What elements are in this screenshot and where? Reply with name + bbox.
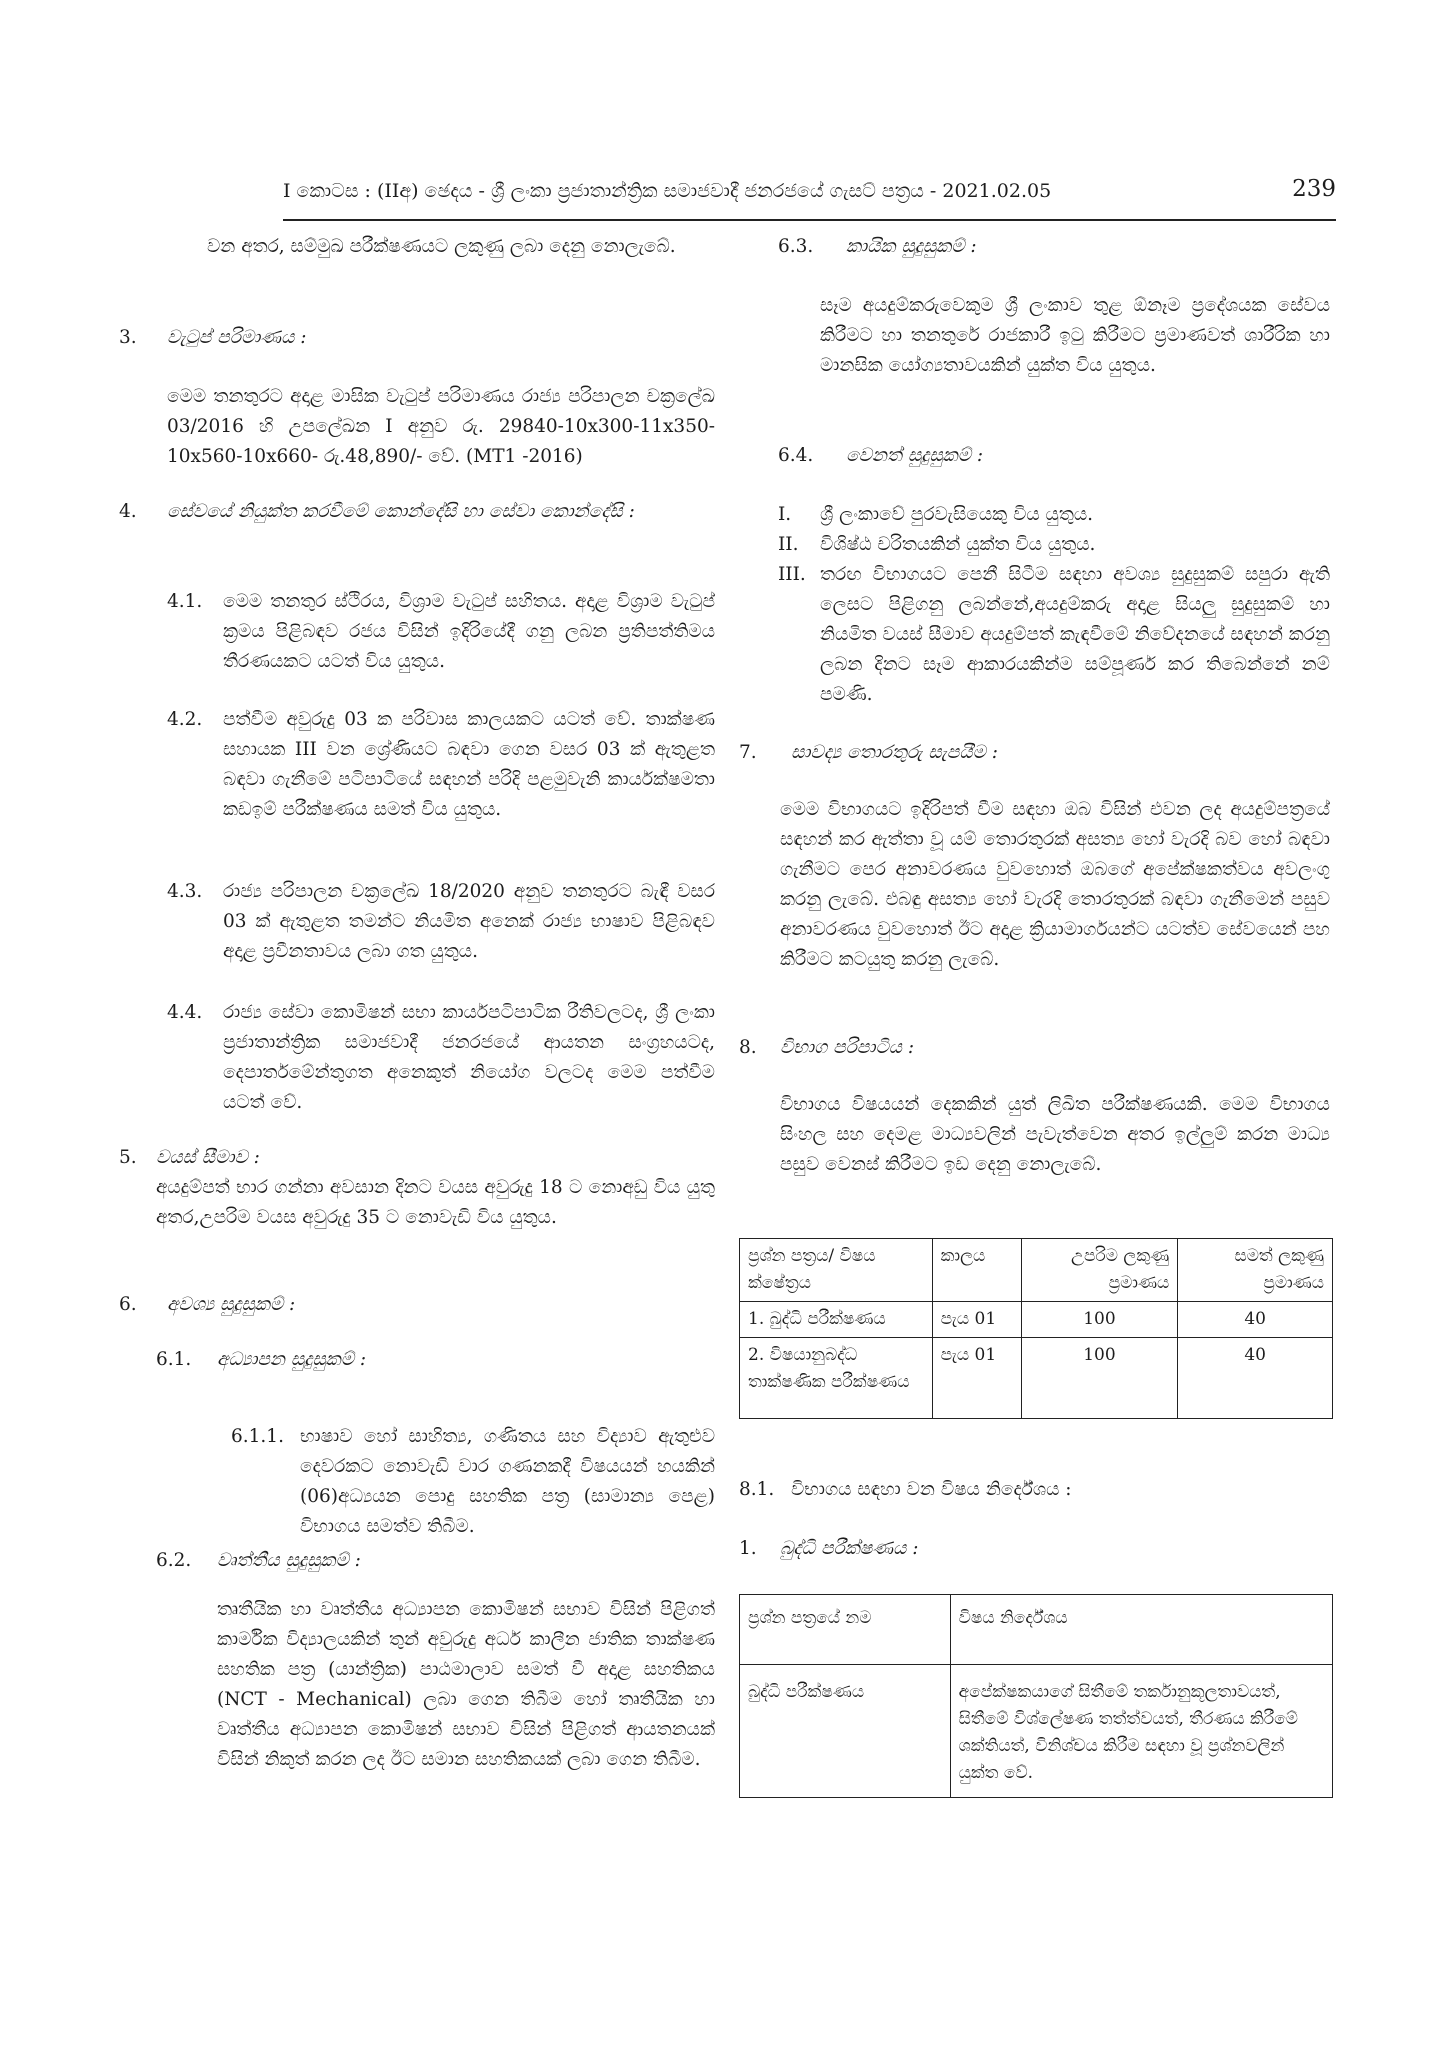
pass-marks-cell: 40	[1178, 1338, 1333, 1419]
subject-cell: 2. විෂයානුබද්ධ තාක්ෂණික පරීක්ෂණය	[740, 1338, 933, 1419]
section-3-heading: වැටුප් පරිමාණය :	[167, 327, 307, 348]
section-8-text: විභාගය විෂයයන් දෙකකින් යුත් ලිඛිත පරීක්ෂණයකි. මෙම විභාගය සිංහල සහ දෙමළ මාධ්‍යවලින් පැවැත්වෙන අතර ඉල්ලුම් කරන මාධ්‍ය පසුව වෙනස් කිරීමට ඉඩ දෙනු නොලැබේ.	[780, 1094, 1330, 1175]
section-5-heading: වයස් සීමාව :	[156, 1147, 260, 1168]
section-4-3-number: 4.3.	[167, 881, 203, 902]
header-cell: ප්‍රශ්න පත්‍රයේ නම	[740, 1595, 951, 1665]
section-8-1-number: 8.1.	[739, 1479, 775, 1500]
section-6-3-number: 6.3.	[778, 236, 814, 257]
section-6-4-heading: වෙනත් සුදුසුකම් :	[846, 445, 984, 466]
section-7-text: මෙම විභාගයට ඉදිරිපත් වීම සඳහා ඔබ විසින් එවන ලද අයදුම්පත්‍රයේ සඳහන් කර ඇත්තා වූ යම් තොරතුරක් අසත්‍ය හෝ වැරදි බව හෝ බඳවා ගැනීමට පෙර අනාවරණය වුවහොත් ඔබගේ අපේක්ෂකත්වය අවලංගු කරනු ලැබේ. එබඳු අසත්‍ය හෝ වැරදි තොරතුරක් බඳවා ගැනීමෙන් පසුව අනාවරණය වුවහොත් ඊට අදාළ ක්‍රියාමාර්ගයන්ට යටත්ව සේවයෙන් පහ කිරීමට කටයුතු කරනු ලැබේ.	[780, 799, 1330, 970]
section-5-body: අයදුම්පත් භාර ගන්නා අවසාන දිනට වයස අවුරුදු 18 ට නොඅඩු විය යුතු අතර,උපරිම වයස අවුරුදු 35 ට නොවැඩි විය යුතුය.	[156, 1177, 715, 1228]
section-8-number: 8.	[739, 1037, 757, 1058]
table-row	[740, 1338, 1333, 1419]
section-6-1-number: 6.1.	[156, 1349, 192, 1370]
subsection-1-number: 1.	[739, 1538, 757, 1559]
section-4-4-text: රාජ්‍ය සේවා කොමිෂන් සභා කාර්යපටිපාටික රීතිවලටද, ශ්‍රී ලංකා ප්‍රජාතාන්ත්‍රික සමාජවාදී ජනරජයේ ආයතන සංග්‍රහයටද, දෙපාර්තමේන්තුගත අනෙකුත් නියෝග වලටද මෙම පත්වීම යටත් වේ.	[223, 1002, 715, 1113]
section-4-3-text: රාජ්‍ය පරිපාලන චක්‍රලේඛ 18/2020 අනුව තනතුරට බැඳී වසර 03 ක් ඇතුළත තමන්ට නියමිත අනෙක් රාජ්‍ය භාෂාව පිළිබඳව අදාළ ප්‍රවීනතාවය ලබා ගත යුතුය.	[223, 881, 715, 962]
section-4-heading: සේවයේ නියුක්ත කරවීමේ කොන්දේසි හා සේවා කොන්දේසි :	[167, 501, 635, 522]
section-6-1-1-number: 6.1.1.	[231, 1426, 284, 1447]
page-header	[283, 176, 1336, 212]
section-4-1-number: 4.1.	[167, 591, 203, 612]
item-II-text: විශිෂ්ඨ චරිතයකින් යුක්ත විය යුතුය.	[820, 534, 1096, 555]
time-cell: පැය 01	[932, 1302, 1021, 1338]
page-number: 239	[1292, 176, 1336, 202]
section-6-2-text: තෘතීයික හා වෘත්තීය අධ්‍යාපන කොමිෂන් සභාව විසින් පිළිගත් කාර්මික විද්‍යාලයකින් තුන් අවුරුදු අර්ධ කාලීන ජාතික තාක්ෂණ සහතික පත්‍ර (යාන්ත්‍රික) පාඨමාලාව සමත් වී අදාළ සහතිකය (NCT - Mechanical) ලබා ගෙන තිබීම හෝ තෘතීයික හා වෘත්තීය අධ්‍යාපන කොමිෂන් සභාව විසින් පිළිගත් ආයතනයක් විසින් නිකුත් කරන ලද ඊට සමාන සහතිකයක් ලබා ගෙන තිබීම.	[217, 1599, 715, 1770]
item-II-number: II.	[778, 534, 799, 555]
gazette-header-title: I කොටස : (IIඅ) ඡෙදය - ශ්‍රී ලංකා ප්‍රජාතාන්ත්‍රික සමාජවාදී ජනරජයේ ගැසට් පත්‍රය - 2021.02.05	[283, 180, 1052, 202]
section-4-4-number: 4.4.	[167, 1002, 203, 1023]
section-8-1-heading: විභාගය සඳහා වන විෂය නිර්දේශය :	[791, 1479, 1072, 1500]
subsection-1-heading: බුද්ධි පරීක්ෂණය :	[780, 1538, 919, 1559]
table-row	[740, 1302, 1333, 1338]
section-4-number: 4.	[119, 501, 137, 522]
section-6-heading: අවශ්‍ය සුදුසුකම් :	[167, 1294, 296, 1315]
pass-marks-cell: 40	[1178, 1302, 1333, 1338]
header-cell: සමත් ලකුණු ප්‍රමාණය	[1178, 1239, 1333, 1302]
section-7-heading: සාවද්‍ය තොරතුරු සැපයීම :	[791, 742, 998, 763]
header-cell: විෂය නිර්දේශය	[950, 1595, 1332, 1665]
section-6-1-1-text: භාෂාව හෝ සාහිත්‍ය, ගණිතය සහ විද්‍යාව ඇතුළුව දෙවරකට නොවැඩි වාර ගණනකදී විෂයයන් හයකින් (06)අධ්‍යයන පොදු සහතික පත්‍ර (සාමාන්‍ය පෙළ) විභාගය සමත්ව තිබීම.	[300, 1426, 715, 1537]
header-cell: උපරිම ලකුණු ප්‍රමාණය	[1021, 1239, 1178, 1302]
max-marks-cell: 100	[1021, 1302, 1178, 1338]
left-intro-text: වන අතර, සම්මුඛ පරීක්ෂණයට ලකුණු ලබා දෙනු නොලැබේ.	[207, 236, 676, 257]
paper-name-cell: බුද්ධි පරීක්ෂණය	[740, 1665, 951, 1798]
section-6-3-text: සෑම අයදුම්කරුවෙකුම ශ්‍රී ලංකාව තුළ ඕනෑම ප්‍රදේශයක සේවය කිරීමට හා තනතුරේ රාජකාරී ඉටු කිරීමට ප්‍රමාණවත් ශාරීරික හා මානසික යෝග්‍යතාවයකින් යුක්ත විය යුතුය.	[820, 295, 1330, 376]
section-6-2-number: 6.2.	[156, 1550, 192, 1571]
max-marks-cell: 100	[1021, 1338, 1178, 1419]
section-7-number: 7.	[739, 742, 757, 763]
item-I-number: I.	[778, 504, 792, 525]
table-row	[740, 1665, 1333, 1798]
section-5-number: 5.	[119, 1147, 137, 1168]
section-6-3-heading: කායික සුදුසුකම් :	[846, 236, 977, 257]
section-6-number: 6.	[119, 1294, 137, 1315]
section-8-heading: විභාග පරිපාටිය :	[780, 1037, 915, 1058]
header-cell: කාලය	[932, 1239, 1021, 1302]
table-header-row	[740, 1239, 1333, 1302]
section-3-number: 3.	[119, 327, 137, 348]
time-cell: පැය 01	[932, 1338, 1021, 1419]
item-I-text: ශ්‍රී ලංකාවේ පුරවැසියෙකු විය යුතුය.	[820, 504, 1094, 525]
header-divider	[283, 219, 1336, 221]
item-III-text: තරඟ විභාගයට පෙනී සිටීම සඳහා අවශ්‍ය සුදුසුකම් සපුරා ඇති ලෙසට පිළිගනු ලබන්නේ,අයදුම්කරු අදාළ සියලු සුදුසුකම් හා නියමිත වයස් සීමාව අයදුම්පත් කැඳවීමේ නිවේදනයේ සඳහන් කරනු ලබන දිනට සෑම ආකාරයකින්ම සම්පූර්ණ කර තිබෙන්නේ නම් පමණි.	[820, 564, 1330, 705]
syllabus-desc-cell: අපේක්ෂකයාගේ සිතීමේ තර්කානුකූලතාවයත්, සිතීමේ විශ්ලේෂණ තත්ත්වයත්, තීරණය කිරීමේ ශක්තියත්, විනිශ්චය කිරීම සඳහා වූ ප්‍රශ්නවලින් යුක්ත වේ.	[950, 1665, 1332, 1798]
section-3-body: මෙම තනතුරට අදාළ මාසික වැටුප් පරිමාණය රාජ්‍ය පරිපාලන චක්‍රලේඛ 03/2016 හි උපලේඛන I අනුව රු. 29840-10x300-11x350-10x560-10x660- රු.48,890/- වේ. (MT1 -2016)	[167, 386, 715, 467]
subject-cell: 1. බුද්ධි පරීක්ෂණය	[740, 1302, 933, 1338]
item-III-number: III.	[778, 564, 806, 585]
section-4-1-text: මෙම තනතුර ස්ථිරය, විශ්‍රාම වැටුප් සහිතය. අදාළ විශ්‍රාම වැටුප් ක්‍රමය පිළිබඳව රජය විසින් ඉදිරියේදී ගනු ලබන ප්‍රතිපත්තිමය තීරණයකට යටත් විය යුතුය.	[223, 591, 715, 672]
section-4-2-number: 4.2.	[167, 709, 203, 730]
section-6-1-heading: අධ්‍යාපන සුදුසුකම් :	[217, 1349, 367, 1370]
section-4-2-text: පත්වීම අවුරුදු 03 ක පරිවාස කාලයකට යටත් වේ. තාක්ෂණ සහායක III වන ශ්‍රේණියට බඳවා ගෙන වසර 03 ක් ඇතුළත බඳවා ගැනීමේ පටිපාටියේ සඳහන් පරිදි පළමුවැනි කාර්යක්ෂමතා කඩඉම් පරීක්ෂණය සමත් විය යුතුය.	[223, 709, 715, 820]
table-header-row	[740, 1595, 1333, 1665]
section-6-2-heading: වෘත්තීය සුදුසුකම් :	[217, 1550, 361, 1571]
section-6-4-number: 6.4.	[778, 445, 814, 466]
header-cell: ප්‍රශ්න පත්‍රය/ විෂය ක්ෂේත්‍රය	[740, 1239, 933, 1302]
syllabus-table	[739, 1594, 1333, 1798]
exam-structure-table	[739, 1238, 1333, 1419]
